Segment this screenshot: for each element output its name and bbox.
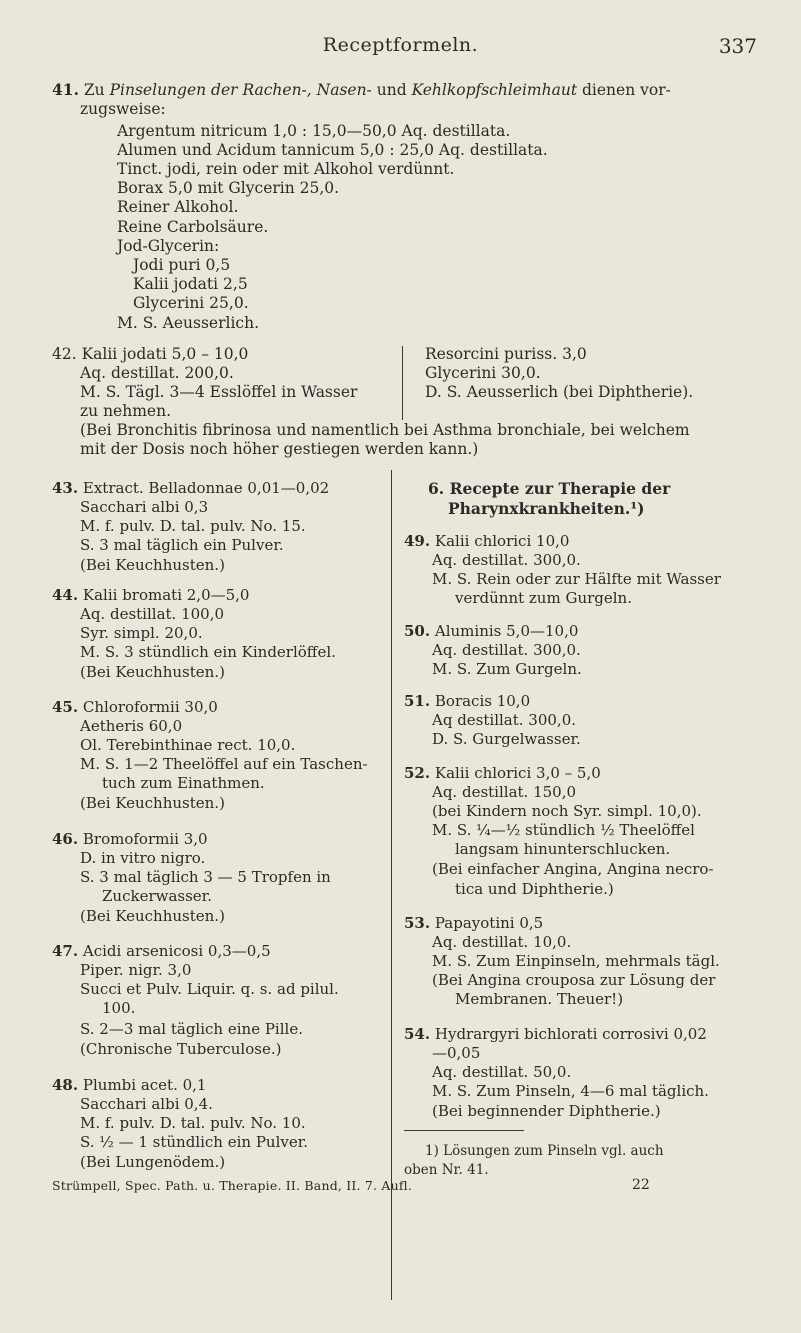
recipe-line: Kalii jodati 2,5 <box>133 275 248 293</box>
recipe-41-intro: 41. Zu Pinselungen der Rachen-, Nasen- und Kehlkopfschleimhaut dienen vor- <box>52 80 671 99</box>
recipe-line: Borax 5,0 mit Glycerin 25,0. <box>117 179 340 197</box>
recipe-52-line: M. S. ¼—½ stündlich ½ Theelöffel <box>432 821 695 839</box>
recipe-48-line: S. ½ — 1 stündlich ein Pulver. <box>80 1133 309 1151</box>
recipe-53-line: (Bei Angina crouposa zur Lösung der <box>432 971 716 989</box>
recipe-42-right-line: Glycerini 30,0. <box>425 364 541 382</box>
page-number: 337 <box>718 34 757 58</box>
recipe-51-line: D. S. Gurgelwasser. <box>432 730 581 748</box>
recipe-line: Jod-Glycerin: <box>117 237 220 255</box>
recipe-49-line: Aq. destillat. 300,0. <box>432 551 581 569</box>
recipe-50-line: Aq. destillat. 300,0. <box>432 641 581 659</box>
recipe-48-line: 48. Plumbi acet. 0,1 <box>52 1076 207 1094</box>
recipe-43-line: (Bei Keuchhusten.) <box>80 556 225 574</box>
recipe-43-line: M. f. pulv. D. tal. pulv. No. 15. <box>80 517 306 535</box>
recipe-52-line: (Bei einfacher Angina, Angina necro- <box>432 860 714 878</box>
recipe-line: Alumen und Acidum tannicum 5,0 : 25,0 Aq. destillata. <box>117 141 548 159</box>
recipe-43-line: Sacchari albi 0,3 <box>80 498 209 516</box>
footer-imprint: Strümpell, Spec. Path. u. Therapie. II. Band, II. 7. Aufl. <box>52 1178 413 1193</box>
recipe-52-line: tica und Diphtherie.) <box>455 880 614 898</box>
recipe-47-line: 47. Acidi arsenicosi 0,3—0,5 <box>52 942 271 960</box>
recipe-53-line: Membranen. Theuer!) <box>455 990 624 1008</box>
recipe-42-right-line: D. S. Aeusserlich (bei Diphtherie). <box>425 383 694 401</box>
recipe-54-line: (Bei beginnender Diphtherie.) <box>432 1102 661 1120</box>
recipe-45-line: M. S. 1—2 Theelöffel auf ein Taschen- <box>80 755 368 773</box>
recipe-49-line: M. S. Rein oder zur Hälfte mit Wasser <box>432 570 721 588</box>
recipe-52-line: 52. Kalii chlorici 3,0 – 5,0 <box>404 764 601 782</box>
recipe-42-note: (Bei Bronchitis fibrinosa und namentlich bei Asthma bronchiale, bei welchem <box>80 421 690 439</box>
recipe-51-line: Aq destillat. 300,0. <box>432 711 577 729</box>
recipe-46-line: 46. Bromoformii 3,0 <box>52 830 208 848</box>
recipe-44-line: 44. Kalii bromati 2,0—5,0 <box>52 586 250 604</box>
recipe-52-line: Aq. destillat. 150,0 <box>432 783 577 801</box>
recipe-44-line: (Bei Keuchhusten.) <box>80 663 225 681</box>
recipe-47-line: Succi et Pulv. Liquir. q. s. ad pilul. <box>80 980 339 998</box>
recipe-49-line: verdünnt zum Gurgeln. <box>455 589 632 607</box>
recipe-54-line: 54. Hydrargyri bichlorati corrosivi 0,02 <box>404 1025 707 1043</box>
recipe-54-line: M. S. Zum Pinseln, 4—6 mal täglich. <box>432 1082 709 1100</box>
recipe-47-line: Piper. nigr. 3,0 <box>80 961 192 979</box>
recipe-53-line: 53. Papayotini 0,5 <box>404 914 544 932</box>
recipe-line: Tinct. jodi, rein oder mit Alkohol verdünnt. <box>117 160 455 178</box>
column-divider <box>402 346 403 420</box>
recipe-43-line: 43. Extract. Belladonnae 0,01—0,02 <box>52 479 330 497</box>
recipe-43-line: S. 3 mal täglich ein Pulver. <box>80 536 284 554</box>
recipe-52-line: (bei Kindern noch Syr. simpl. 10,0). <box>432 802 702 820</box>
recipe-47-line: 100. <box>102 999 136 1017</box>
recipe-42-line: zu nehmen. <box>80 402 171 420</box>
recipe-50-line: M. S. Zum Gurgeln. <box>432 660 582 678</box>
recipe-53-line: Aq. destillat. 10,0. <box>432 933 572 951</box>
recipe-45-line: (Bei Keuchhusten.) <box>80 794 225 812</box>
recipe-50-line: 50. Aluminis 5,0—10,0 <box>404 622 579 640</box>
recipe-46-line: S. 3 mal täglich 3 — 5 Tropfen in <box>80 868 331 886</box>
footnote: 1) Lösungen zum Pinseln vgl. auch <box>425 1143 664 1159</box>
recipe-42-right-line: Resorcini puriss. 3,0 <box>425 345 587 363</box>
recipe-44-line: M. S. 3 stündlich ein Kinderlöffel. <box>80 643 336 661</box>
recipe-48-line: (Bei Lungenödem.) <box>80 1153 226 1171</box>
recipe-45-line: tuch zum Einathmen. <box>102 774 265 792</box>
recipe-42-note: mit der Dosis noch höher gestiegen werden kann.) <box>80 440 479 458</box>
recipe-44-line: Syr. simpl. 20,0. <box>80 624 203 642</box>
recipe-45-line: Ol. Terebinthinae rect. 10,0. <box>80 736 296 754</box>
recipe-42-line: M. S. Tägl. 3—4 Esslöffel in Wasser <box>80 383 358 401</box>
recipe-44-line: Aq. destillat. 100,0 <box>80 605 225 623</box>
recipe-line: Glycerini 25,0. <box>133 294 249 312</box>
running-title: Receptformeln. <box>322 34 479 56</box>
recipe-49-line: 49. Kalii chlorici 10,0 <box>404 532 570 550</box>
signature-mark: 22 <box>632 1177 650 1193</box>
footnote-rule <box>404 1130 524 1131</box>
running-header <box>0 34 801 60</box>
recipe-42-line: 42. Kalii jodati 5,0 – 10,0 <box>52 345 249 363</box>
recipe-54-line: —0,05 <box>432 1044 481 1062</box>
recipe-line: Reiner Alkohol. <box>117 198 239 216</box>
recipe-45-line: Aetheris 60,0 <box>80 717 183 735</box>
recipe-54-line: Aq. destillat. 50,0. <box>432 1063 572 1081</box>
recipe-line: Reine Carbolsäure. <box>117 218 269 236</box>
recipe-46-line: (Bei Keuchhusten.) <box>80 907 225 925</box>
recipe-53-line: M. S. Zum Einpinseln, mehrmals tägl. <box>432 952 720 970</box>
recipe-47-line: (Chronische Tuberculose.) <box>80 1040 282 1058</box>
section-heading: Pharynxkrankheiten.¹) <box>448 499 645 518</box>
recipe-52-line: langsam hinunterschlucken. <box>455 840 671 858</box>
recipe-48-line: M. f. pulv. D. tal. pulv. No. 10. <box>80 1114 306 1132</box>
recipe-line: Jodi puri 0,5 <box>133 256 231 274</box>
recipe-46-line: Zuckerwasser. <box>102 887 212 905</box>
section-heading: 6. Recepte zur Therapie der <box>428 479 671 498</box>
recipe-42-line: Aq. destillat. 200,0. <box>80 364 234 382</box>
recipe-line: M. S. Aeusserlich. <box>117 314 259 332</box>
recipe-41-intro-cont: zugsweise: <box>80 100 166 118</box>
recipe-line: Argentum nitricum 1,0 : 15,0—50,0 Aq. destillata. <box>117 122 511 140</box>
footnote: oben Nr. 41. <box>404 1162 489 1178</box>
recipe-number: 41. <box>52 80 79 99</box>
recipe-45-line: 45. Chloroformii 30,0 <box>52 698 218 716</box>
recipe-47-line: S. 2—3 mal täglich eine Pille. <box>80 1020 303 1038</box>
recipe-51-line: 51. Boracis 10,0 <box>404 692 531 710</box>
recipe-46-line: D. in vitro nigro. <box>80 849 206 867</box>
recipe-48-line: Sacchari albi 0,4. <box>80 1095 213 1113</box>
